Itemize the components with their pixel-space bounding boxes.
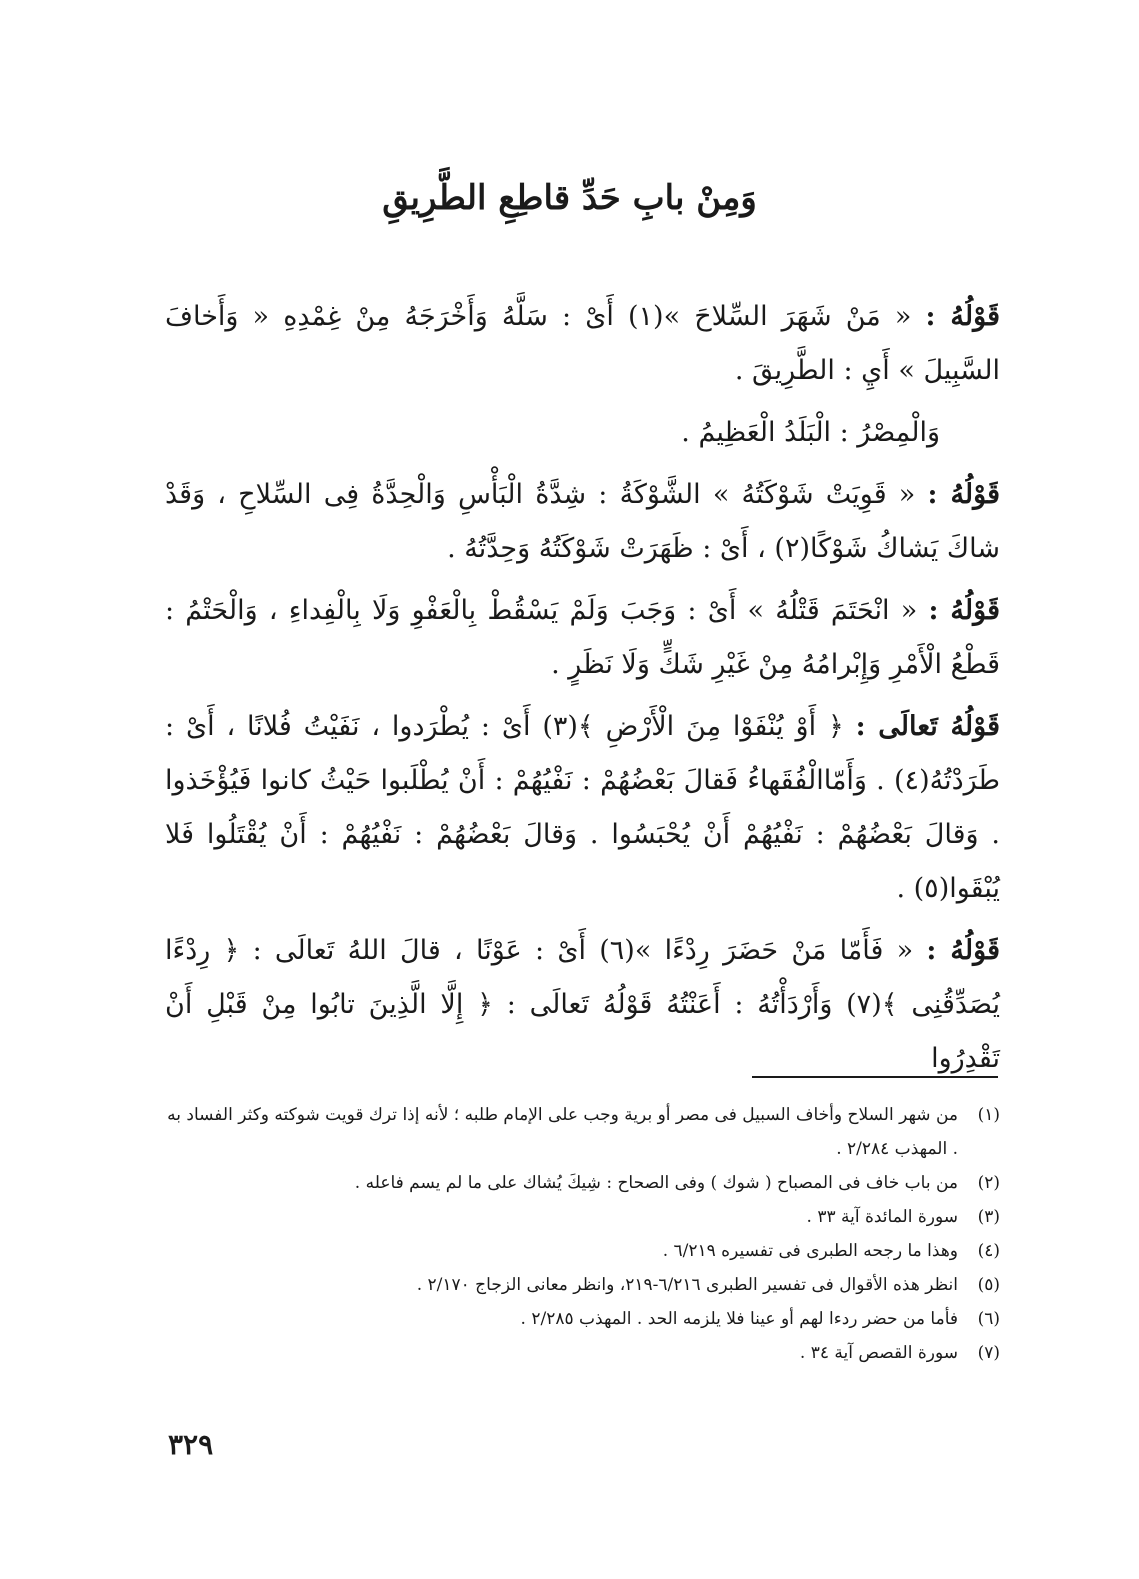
paragraph-label: قَوْلُهُ :	[927, 479, 1000, 510]
paragraph-text: « قَوِيَتْ شَوْكَتُهُ » الشَّوْكَةُ : شِدَّةُ الْبَأْسِ وَالْحِدَّةُ فِى السِّلاحِ ، وَقَدْ شاكَ يَشاكُ شَوْكًا(٢) ، أَىْ : ظَهَرَتْ شَوْكَتُهُ وَحِدَّتُهُ .	[165, 479, 1000, 564]
footnote-number: (٤)	[977, 1241, 1000, 1261]
footnote-number: (٢)	[977, 1173, 1000, 1193]
footnote	[165, 1098, 1000, 1166]
footnote-text: انظر هذه الأقوال فى تفسير الطبرى ٦/٢١٦-٢١٩، وانظر معانى الزجاج ٢/١٧٠ .	[416, 1275, 958, 1295]
paragraph	[165, 924, 1000, 1086]
paragraph	[165, 700, 1000, 916]
page-number: ٣٢٩	[168, 1428, 214, 1461]
paragraph	[165, 290, 1000, 398]
footnote	[165, 1234, 1000, 1268]
paragraph-text: « مَنْ شَهَرَ السِّلاحَ »(١) أَىْ : سَلَّهُ وَأَخْرَجَهُ مِنْ غِمْدِهِ « وَأَخافَ السَّبِيلَ » أَيِ : الطَّرِيقَ .	[165, 301, 1000, 386]
paragraph-label: قَوْلُهُ تَعالَى :	[855, 711, 1000, 742]
paragraph-text: « انْحَتَمَ قَتْلُهُ » أَىْ : وَجَبَ وَلَمْ يَسْقُطْ بِالْعَفْوِ وَلَا بِالْفِداءِ ، وَالْحَتْمُ : قَطْعُ الْأَمْرِ وَإِبْرامُهُ مِنْ غَيْرِ شَكٍّ وَلَا نَظَرٍ .	[165, 595, 1000, 680]
paragraph-label: قَوْلُهُ :	[926, 935, 1000, 966]
paragraph-label: قَوْلُهُ :	[925, 301, 1000, 332]
main-text	[165, 290, 1000, 1094]
paragraph-text: « فَأَمّا مَنْ حَضَرَ رِدْءًا »(٦) أَىْ : عَوْنًا ، قالَ اللهُ تَعالَى : ﴿ رِدْءًا يُصَدِّقُنِى ﴾(٧) وَأَرْدَأْتُهُ : أَعَنْتُهُ قَوْلُهُ تَعالَى : ﴿ إِلَّا الَّذِينَ تابُوا مِنْ قَبْلِ أَنْ تَقْدِرُوا	[165, 935, 1000, 1074]
footnote-number: (٧)	[977, 1343, 1000, 1363]
footnote	[165, 1166, 1000, 1200]
footnote-divider	[752, 1076, 998, 1078]
paragraph-label: قَوْلُهُ :	[928, 595, 1000, 626]
footnote	[165, 1200, 1000, 1234]
footnote-text: فأما من حضر ردءا لهم أو عينا فلا يلزمه الحد . المهذب ٢/٢٨٥ .	[520, 1309, 958, 1329]
footnote	[165, 1336, 1000, 1370]
footnote-text: وهذا ما رجحه الطبرى فى تفسيره ٦/٢١٩ .	[662, 1241, 958, 1261]
footnote-text: سورة المائدة آية ٣٣ .	[806, 1207, 958, 1227]
footnote-number: (٦)	[977, 1309, 1000, 1329]
footnote-text: سورة القصص آية ٣٤ .	[799, 1343, 958, 1363]
paragraph-text: وَالْمِصْرُ : الْبَلَدُ الْعَظِيمُ .	[681, 417, 940, 448]
paragraph	[165, 468, 1000, 576]
footnote	[165, 1268, 1000, 1302]
footnote-number: (١)	[977, 1105, 1000, 1125]
footnote-text: من باب خاف فى المصباح ( شوك ) وفى الصحاح : شِيكَ يُشاك على ما لم يسم فاعله .	[354, 1173, 958, 1193]
footnote-text: من شهر السلاح وأخاف السبيل فى مصر أو برية وجب على الإمام طلبه ؛ لأنه إذا ترك قويت شوكته وكثر الفساد به . المهذب ٢/٢٨٤ .	[167, 1105, 958, 1159]
paragraph	[165, 584, 1000, 692]
chapter-title: وَمِنْ بابِ حَدِّ قاطِعِ الطَّرِيقِ	[382, 178, 757, 218]
footnote-number: (٥)	[977, 1275, 1000, 1295]
paragraph-text: ﴿ أَوْ يُنْفَوْا مِنَ الْأَرْضِ ﴾(٣) أَىْ : يُطْرَدوا ، نَفَيْتُ فُلانًا ، أَىْ : طَرَدْتُهُ(٤) . وَأَمّاالْفُقَهاءُ فَقالَ بَعْضُهُمْ : نَفْيُهُمْ : أَنْ يُطْلَبوا حَيْثُ كانوا فَيُؤْخَذوا . وَقالَ بَعْضُهُمْ : نَفْيُهُمْ أَنْ يُحْبَسُوا . وَقالَ بَعْضُهُمْ : نَفْيُهُمْ : أَنْ يُقْتَلُوا فَلا يُبْقَوا(٥) .	[165, 711, 1000, 904]
footnotes	[165, 1098, 1000, 1370]
paragraph	[165, 406, 1000, 460]
footnote-number: (٣)	[977, 1207, 1000, 1227]
footnote	[165, 1302, 1000, 1336]
